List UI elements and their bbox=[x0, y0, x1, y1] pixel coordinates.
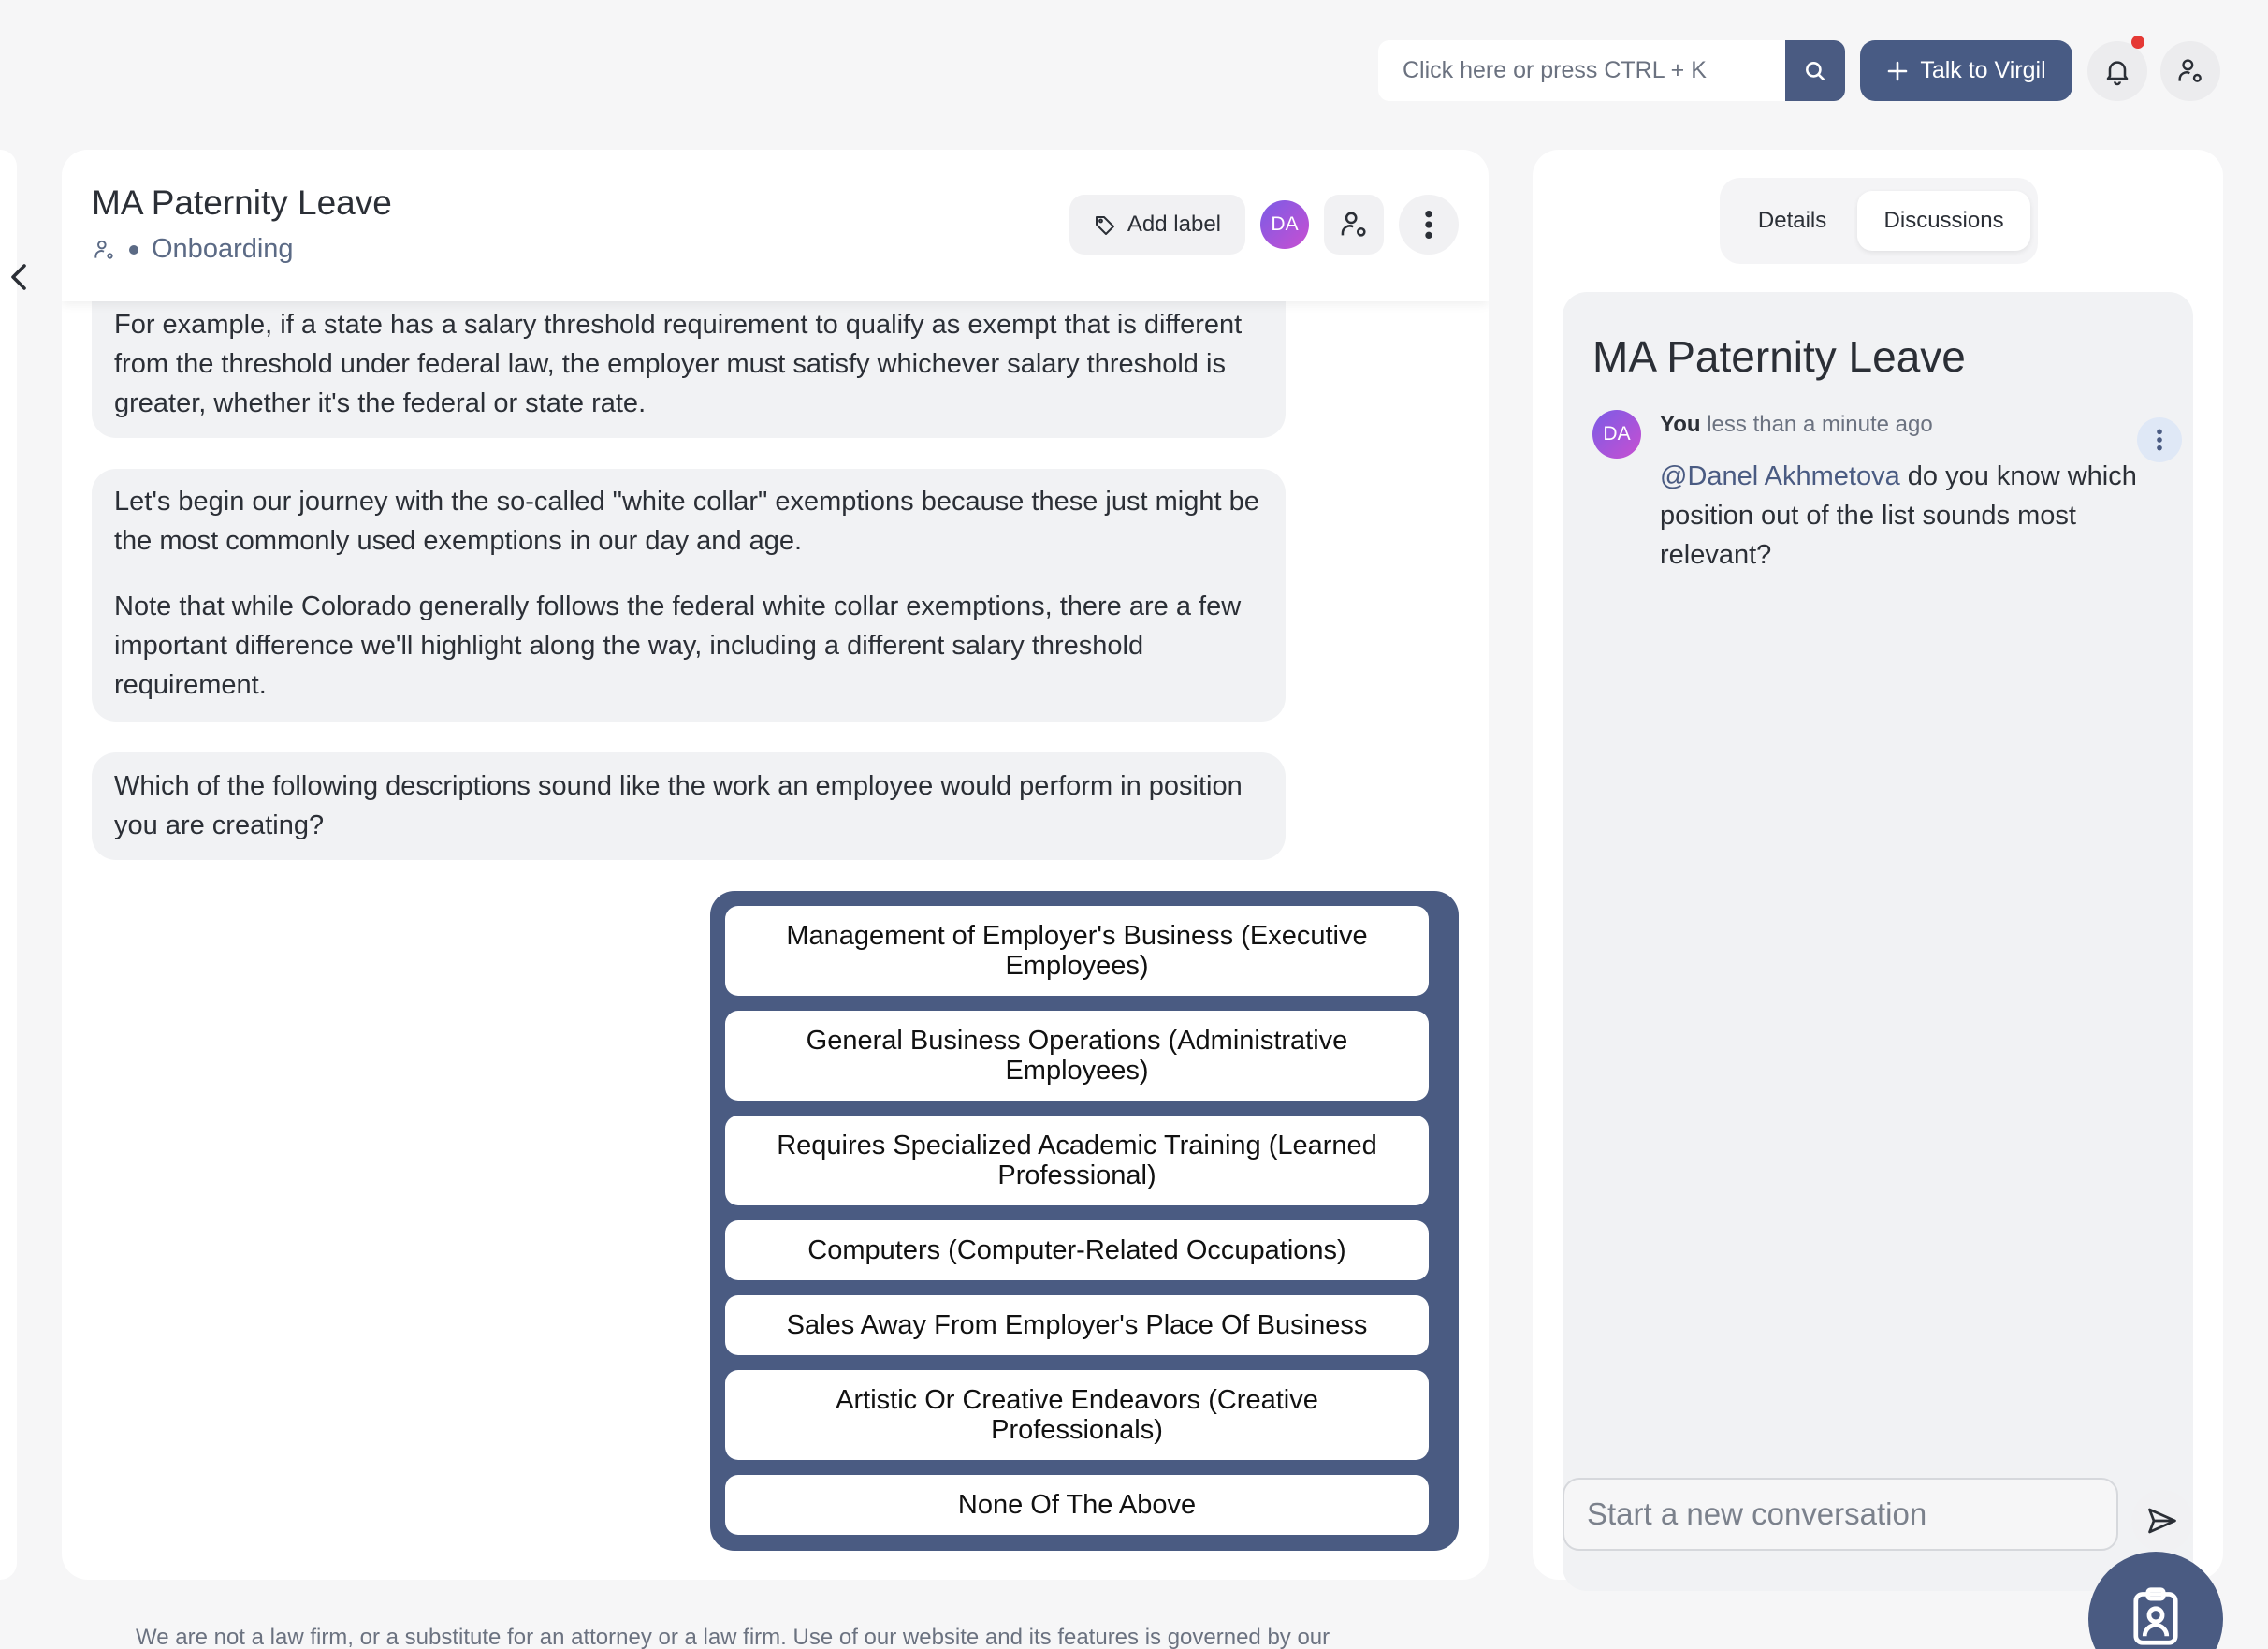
footer-disclaimer: We are not a law firm, or a substitute for an attorney or a law firm. Use of our website and its features is governed by our bbox=[136, 1625, 1330, 1649]
option-button-creative-professional[interactable]: Artistic Or Creative Endeavors (Creative Professionals) bbox=[725, 1370, 1429, 1460]
discussion-thread bbox=[1563, 292, 2193, 1445]
more-options-button[interactable] bbox=[1399, 195, 1459, 255]
chat-message bbox=[92, 752, 1286, 860]
discussion-card bbox=[1563, 292, 2193, 1591]
user-gear-icon bbox=[1338, 209, 1370, 241]
expand-sidebar-button[interactable] bbox=[0, 253, 37, 301]
search-button[interactable] bbox=[1785, 40, 1845, 101]
option-button-administrative[interactable]: General Business Operations (Administrative Employees) bbox=[725, 1011, 1429, 1101]
breadcrumb-separator bbox=[129, 245, 138, 255]
plus-icon bbox=[1886, 60, 1909, 82]
chat-message bbox=[92, 469, 1286, 722]
conversation-header bbox=[62, 150, 1489, 301]
new-conversation-placeholder: Start a new conversation bbox=[1587, 1496, 1927, 1531]
comment-message: do you know which position out of the list sounds most relevant? bbox=[1660, 461, 2137, 570]
search-icon bbox=[1803, 59, 1827, 83]
talk-to-virgil-button[interactable] bbox=[1860, 40, 2072, 101]
chat-message bbox=[92, 301, 1286, 438]
new-conversation-input[interactable] bbox=[1563, 1478, 2118, 1551]
bell-icon bbox=[2102, 56, 2132, 86]
option-button-learned-professional[interactable]: Requires Specialized Academic Training (Learned Professional) bbox=[725, 1116, 1429, 1205]
comment-time: less than a minute ago bbox=[1707, 412, 1933, 437]
user-settings-button[interactable] bbox=[2160, 41, 2220, 101]
avatar[interactable]: DA bbox=[1260, 200, 1309, 249]
assign-user-button[interactable] bbox=[1324, 195, 1384, 255]
user-mention[interactable]: @Danel Akhmetova bbox=[1660, 461, 1900, 491]
id-badge-icon bbox=[2129, 1585, 2183, 1647]
message-text: Note that while Colorado generally follows the federal white collar exemptions, there are a few important difference we'll highlight along the way, including a different salary threshold requirement. bbox=[114, 591, 1242, 700]
breadcrumb bbox=[92, 234, 294, 265]
header-actions bbox=[1069, 195, 1459, 255]
send-button[interactable] bbox=[2131, 1490, 2193, 1552]
tab-discussions[interactable]: Discussions bbox=[1857, 191, 2030, 251]
user-gear-icon bbox=[2175, 56, 2205, 86]
kebab-menu-icon bbox=[2156, 428, 2163, 452]
top-bar bbox=[1378, 40, 2220, 101]
add-label-button[interactable] bbox=[1069, 195, 1245, 255]
option-button-executive[interactable]: Management of Employer's Business (Executive Employees) bbox=[725, 906, 1429, 996]
option-button-computers[interactable]: Computers (Computer-Related Occupations) bbox=[725, 1220, 1429, 1280]
discussion-title: MA Paternity Leave bbox=[1592, 332, 1966, 381]
user-flow-icon bbox=[92, 238, 116, 262]
message-text: For example, if a state has a salary threshold requirement to qualify as exempt that is different from the threshold under federal law, the employer must satisfy whichever salary threshold is greater, whether it's the federal or state rate. bbox=[114, 310, 1243, 418]
message-text: Let's begin our journey with the so-called "white collar" exemptions because these just might be the most commonly used exemptions in our day and age. bbox=[114, 487, 1259, 556]
comment-avatar: DA bbox=[1592, 410, 1641, 459]
search-input[interactable] bbox=[1378, 40, 1785, 101]
tag-icon bbox=[1094, 213, 1116, 236]
add-label-text: Add label bbox=[1127, 212, 1221, 237]
notifications-button[interactable] bbox=[2087, 41, 2147, 101]
page-title: MA Paternity Leave bbox=[92, 183, 392, 222]
comment-author: You bbox=[1660, 412, 1701, 437]
answer-options-panel bbox=[710, 891, 1459, 1551]
message-text: Which of the following descriptions sound like the work an employee would perform in position you are creating? bbox=[114, 771, 1243, 840]
panel-tabs bbox=[1720, 178, 2038, 264]
main-chat-panel bbox=[62, 150, 1489, 1580]
option-button-none[interactable]: None Of The Above bbox=[725, 1475, 1429, 1535]
tab-details[interactable]: Details bbox=[1757, 208, 1827, 233]
comment-meta bbox=[1660, 412, 1933, 438]
left-sidebar-edge bbox=[0, 150, 17, 1580]
comment-options-button[interactable] bbox=[2137, 417, 2182, 462]
kebab-menu-icon bbox=[1424, 209, 1433, 241]
breadcrumb-onboarding[interactable]: Onboarding bbox=[152, 234, 294, 264]
discussion-panel bbox=[1533, 150, 2223, 1580]
search-placeholder: Click here or press CTRL + K bbox=[1403, 57, 1707, 83]
chevron-left-icon bbox=[9, 262, 28, 292]
talk-to-virgil-label: Talk to Virgil bbox=[1920, 57, 2046, 83]
option-button-outside-sales[interactable]: Sales Away From Employer's Place Of Business bbox=[725, 1295, 1429, 1355]
send-icon bbox=[2145, 1504, 2179, 1538]
notification-badge bbox=[2131, 36, 2144, 49]
comment-text bbox=[1660, 457, 2146, 575]
